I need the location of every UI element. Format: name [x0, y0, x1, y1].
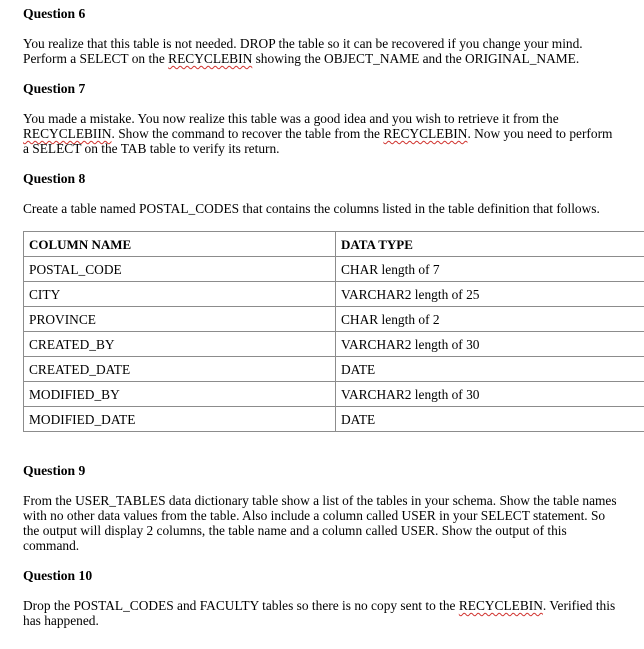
column-name-cell: MODIFIED_DATE — [24, 407, 336, 432]
data-type-cell: VARCHAR2 length of 25 — [336, 282, 644, 307]
question-7-text-line-3: a SELECT on the TAB table to verify its return. — [23, 141, 280, 156]
column-name-cell: CITY — [24, 282, 336, 307]
data-type-cell: CHAR length of 2 — [336, 307, 644, 332]
table-row — [24, 407, 644, 432]
data-type-cell: VARCHAR2 length of 30 — [336, 332, 644, 357]
spellcheck-word: RECYCLEBIN — [383, 126, 468, 141]
table-header-row — [24, 232, 644, 257]
question-7-heading: Question 7 — [23, 81, 86, 96]
column-name-cell: CREATED_DATE — [24, 357, 336, 382]
column-name-cell: CREATED_BY — [24, 332, 336, 357]
table-row — [24, 282, 644, 307]
data-type-cell: CHAR length of 7 — [336, 257, 644, 282]
data-type-header: DATA TYPE — [336, 232, 644, 257]
question-8-text-line-1: Create a table named POSTAL_CODES that contains the columns listed in the table definition that follows. — [23, 201, 600, 216]
question-9-text-line-3: the output will display 2 columns, the table name and a column called USER. Show the output of this — [23, 523, 567, 538]
question-7-text-line-1: You made a mistake. You now realize this table was a good idea and you wish to retrieve it from the — [23, 111, 559, 126]
question-6-text-line-1: You realize that this table is not needed. DROP the table so it can be recovered if you change your mind. — [23, 36, 583, 51]
data-type-cell: DATE — [336, 407, 644, 432]
spellcheck-word: RECYCLEBIN — [168, 51, 253, 66]
column-definition-table — [23, 231, 644, 432]
question-10-text-line-1: Drop the POSTAL_CODES and FACULTY tables so there is no copy sent to the RECYCLEBIN. Verified this — [23, 598, 616, 613]
question-8-heading: Question 8 — [23, 171, 86, 186]
question-7-text-line-2: RECYCLEBIIN. Show the command to recover the table from the RECYCLEBIN. Now you need to perform — [23, 126, 613, 141]
question-9-text-line-2: with no other data values from the table. Also include a column called USER in your SELECT statement. So — [23, 508, 606, 523]
question-9-text-line-4: command. — [23, 538, 80, 553]
question-10-heading: Question 10 — [23, 568, 93, 583]
column-name-cell: POSTAL_CODE — [24, 257, 336, 282]
question-10-text-line-2: has happened. — [23, 613, 99, 628]
question-6-text-line-2: Perform a SELECT on the RECYCLEBIN showing the OBJECT_NAME and the ORIGINAL_NAME. — [23, 51, 580, 66]
table-row — [24, 357, 644, 382]
question-9-heading: Question 9 — [23, 463, 86, 478]
data-type-cell: DATE — [336, 357, 644, 382]
column-name-header: COLUMN NAME — [24, 232, 336, 257]
data-type-cell: VARCHAR2 length of 30 — [336, 382, 644, 407]
question-9-text-line-1: From the USER_TABLES data dictionary table show a list of the tables in your schema. Show the table names — [23, 493, 617, 508]
table-row — [24, 307, 644, 332]
question-6-heading: Question 6 — [23, 6, 86, 21]
column-name-cell: MODIFIED_BY — [24, 382, 336, 407]
table-row — [24, 257, 644, 282]
spellcheck-word: RECYCLEBIN — [458, 598, 543, 613]
spellcheck-word: RECYCLEBIIN — [23, 126, 112, 141]
column-name-cell: PROVINCE — [24, 307, 336, 332]
table-row — [24, 382, 644, 407]
table-row — [24, 332, 644, 357]
